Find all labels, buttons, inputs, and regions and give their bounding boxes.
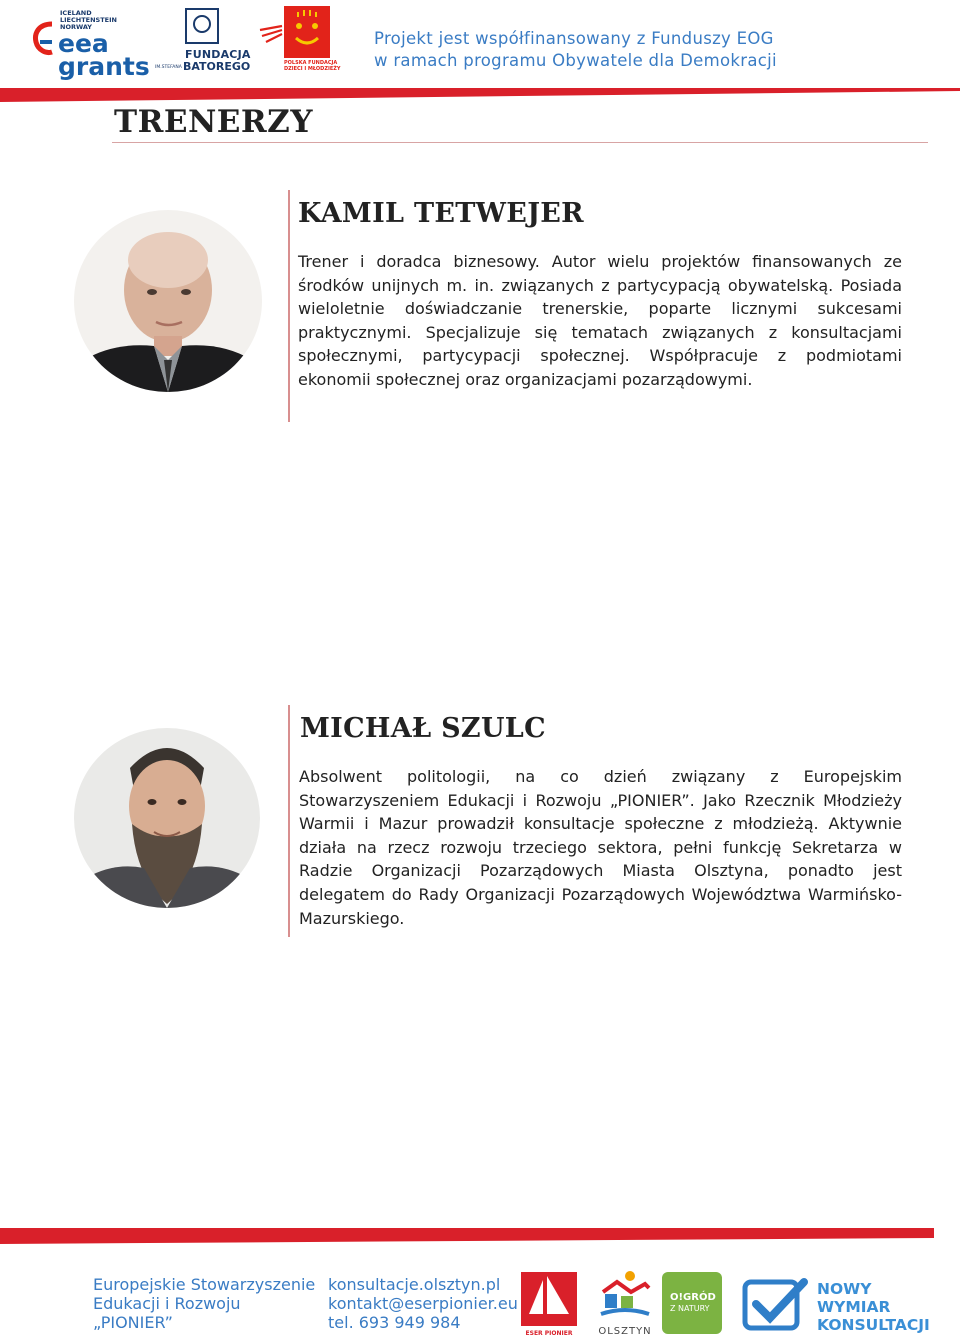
batory-line1: FUNDACJA (185, 48, 251, 61)
fundacja-batorego-logo (155, 8, 251, 74)
footer-organization (93, 1275, 315, 1332)
trainer-accent-bar (288, 705, 290, 937)
nowy-line2: WYMIAR (817, 1298, 891, 1316)
batory-prefix: IM.STEFANA (155, 65, 182, 70)
olsztyn-logo (597, 1268, 653, 1336)
page-title: TRENERZY (114, 104, 313, 140)
eea-mark-icon (32, 20, 56, 60)
nowy-line1: NOWY (817, 1280, 872, 1298)
eea-countries (60, 10, 117, 31)
batory-line2: BATOREGO (183, 60, 251, 73)
nowy-wymiar-logo (817, 1280, 930, 1334)
ogrod-line2: Z NATURY (670, 1304, 710, 1313)
eser-sail-icon (521, 1272, 577, 1326)
trainer-accent-bar (288, 190, 290, 422)
footer-website-link[interactable]: konsultacje.olsztyn.pl (328, 1275, 501, 1294)
ogrod-z-natury-logo (662, 1272, 722, 1334)
olsztyn-label: OLSZTYN (598, 1326, 652, 1337)
batory-emblem-icon (185, 8, 219, 44)
project-line2: w ramach programu Obywatele dla Demokracji (374, 51, 777, 70)
page-header (0, 0, 960, 102)
trainer-photo (74, 210, 262, 392)
trainer-bio: Trener i doradca biznesowy. Autor wielu projektów finansowanych ze środków unijnych m. in. związanych z partycypacją obywatelską. Posiada wieloletnie doświadczanie trenerskie, poparte licznymi sukcesami praktycznymi. Specjalizuje się tematach związanych z konsultacjami społecznymi, partycypacji społecznej. Współpracuje z podmiotami ekonomii społecznej oraz organizacjami pozarządowymi. (298, 252, 902, 389)
header-red-band (0, 88, 960, 102)
trainer-name: MICHAŁ SZULC (300, 713, 546, 744)
nowy-line3: KONSULTACJI (817, 1316, 930, 1334)
footer-org-line1: Europejskie Stowarzyszenie (93, 1275, 316, 1294)
checkmark-icon (742, 1276, 808, 1332)
footer-org-line2: Edukacji i Rozwoju (93, 1294, 241, 1313)
project-funding-note (374, 28, 777, 72)
grants-word: grants (58, 52, 150, 81)
eea-country-liechtenstein: LIECHTENSTEIN (60, 16, 117, 24)
trainer-photo (74, 728, 260, 908)
pfdim-wing-icon (258, 24, 284, 46)
project-line1: Projekt jest współfinansowany z Funduszy EOG (374, 29, 774, 48)
eea-grants-logo (32, 8, 150, 81)
eser-label: ESER PIONIER (525, 1330, 573, 1337)
pfdim-text: POLSKA FUNDACJA DZIECI I MŁODZIEŻY (284, 60, 341, 72)
eea-word: eea (58, 29, 109, 58)
pfdim-logo (258, 6, 341, 76)
eea-country-iceland: ICELAND (60, 9, 92, 17)
footer-email-link[interactable]: kontakt@eserpionier.eu (328, 1294, 518, 1313)
footer-phone: tel. 693 949 984 (328, 1313, 461, 1332)
trainer-name: KAMIL TETWEJER (298, 198, 584, 229)
olsztyn-city-icon (597, 1268, 653, 1322)
eea-country-norway: NORWAY (60, 23, 92, 31)
footer-red-band (0, 1224, 960, 1244)
pfdim-face-icon (284, 6, 330, 58)
trainer-bio: Absolwent politologii, na co dzień związany z Europejskim Stowarzyszeniem Edukacji i Rozwoju „PIONIER”. Jako Rzecznik Młodzieży Warmii i Mazur prowadził konsultacje społeczne z młodzieżą. Aktywnie działa na rzecz rozwoju trzeciego sektora, pełni funkcję Sekretarza w Radzie Organizacji Pozarządowych Miasta Olsztyna, ponadto jest delegatem do Rady Organizacji Pozarządowych Województwa Warmińsko-Mazurskiego. (299, 767, 902, 928)
footer-contact (328, 1275, 518, 1332)
title-divider (112, 142, 928, 143)
eser-pionier-logo (521, 1272, 577, 1337)
ogrod-line1: O!GRÓD (670, 1292, 716, 1303)
footer-org-line3: „PIONIER” (93, 1313, 173, 1332)
